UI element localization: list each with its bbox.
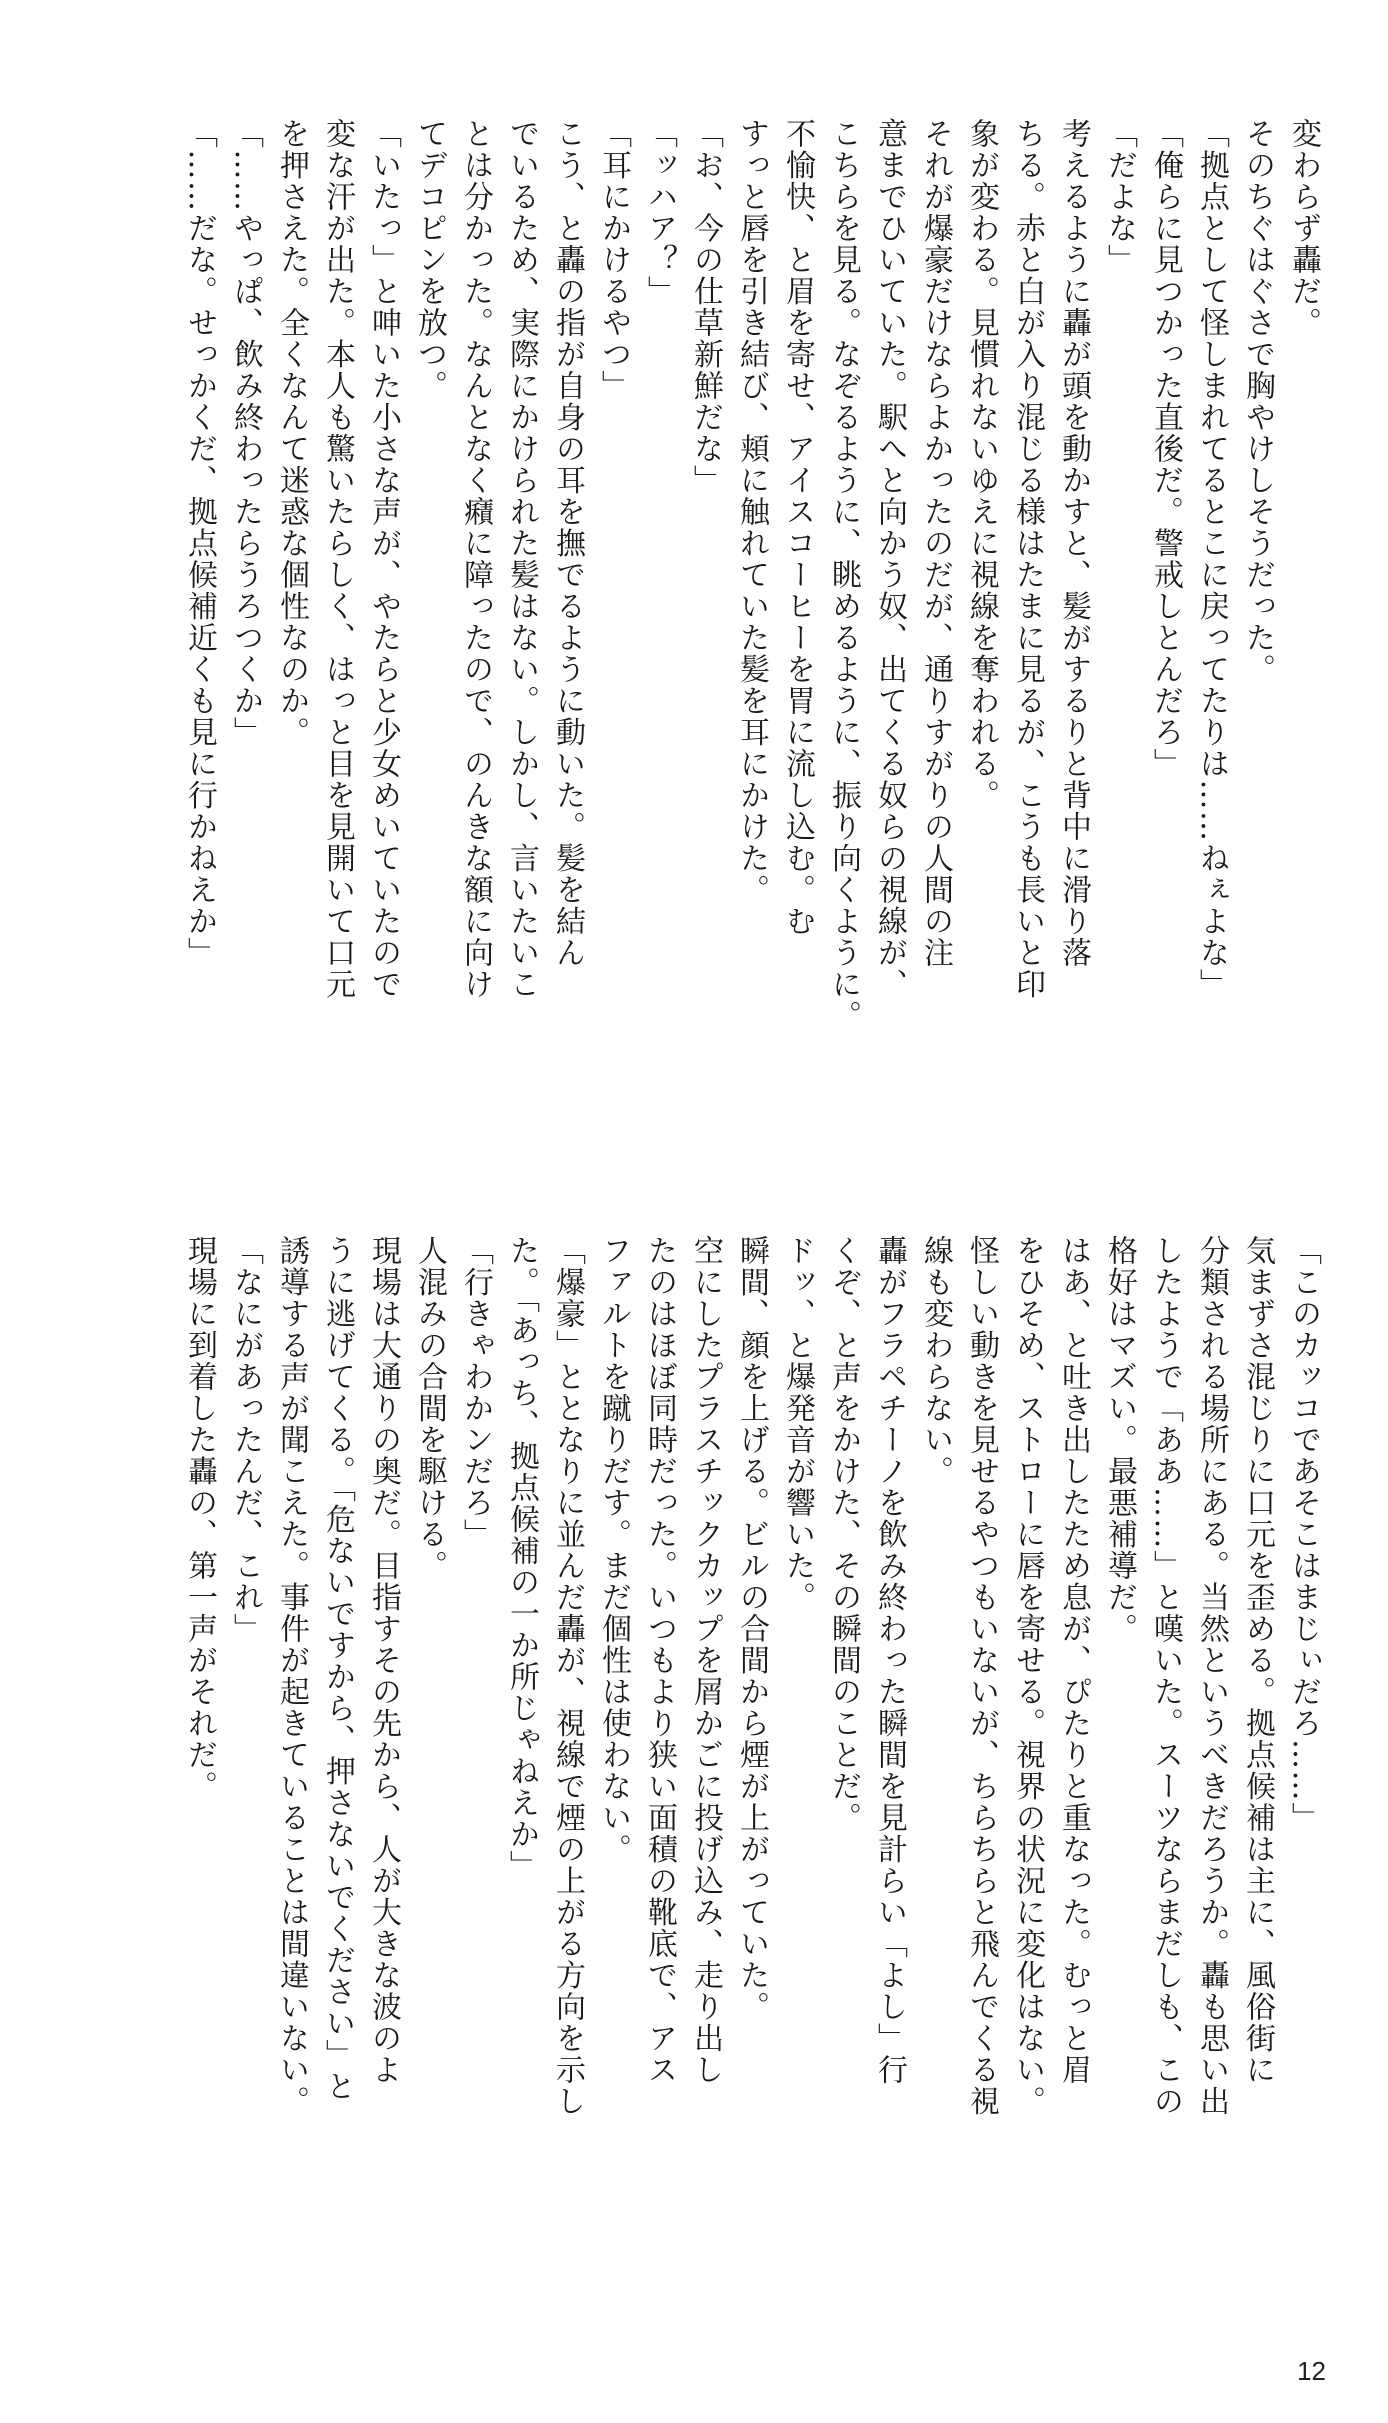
text-line: 「いたっ」と呻いた小さな声が、やたらと少女めいていたので — [366, 118, 401, 1000]
text-line: 現場は大通りの奥だ。目指すその先から、人が大きな波のよ — [366, 1235, 401, 2086]
text-line: 変な汗が出た。本人も驚いたらしく、はっと目を見開いて口元 — [320, 118, 355, 1000]
text-line: 空にしたプラスチックカップを屑かごに投げ込み、走り出し — [688, 1235, 723, 2086]
text-line: 誘導する声が聞こえた。事件が起きていることは間違いない。 — [274, 1235, 309, 2117]
text-line: したようで「ああ……」と嘆いた。スーツならまだしも、この — [1148, 1235, 1183, 2117]
page-number: 12 — [1297, 2356, 1326, 2386]
text-line: 人混みの合間を駆ける。 — [412, 1235, 447, 1582]
text-line: 不愉快、と眉を寄せ、アイスコーヒーを胃に流し込む。む — [780, 118, 815, 937]
text-line: 「だよな」 — [1102, 118, 1137, 276]
text-line: ドッ、と爆発音が響いた。 — [780, 1235, 815, 1613]
text-line: 「行きゃわかンだろ」 — [458, 1235, 493, 1550]
text-line: 怪しい動きを見せるやつもいないが、ちらちらと飛んでくる視 — [964, 1235, 999, 2117]
text-line: 「俺らに見つかった直後だ。警戒しとんだろ」 — [1148, 118, 1183, 780]
text-line: ファルトを蹴りだす。まだ個性は使わない。 — [596, 1235, 631, 1865]
text-line: 分類される場所にある。当然というべきだろうか。轟も思い出 — [1194, 1235, 1229, 2117]
text-line: 「なにがあったんだ、これ」 — [228, 1235, 263, 1645]
upper-text-block — [182, 118, 1326, 1128]
text-line: 「ッハア？」 — [642, 118, 677, 307]
text-line: 「拠点として怪しまれてるとこに戻ってたりは……ねぇよな」 — [1194, 118, 1229, 1000]
text-line: とは分かった。なんとなく癪に障ったので、のんきな額に向け — [458, 118, 493, 1000]
text-line: 「このカッコであそこはまじぃだろ……」 — [1286, 1235, 1321, 1834]
text-line: たのはほぼ同時だった。いつもより狭い面積の靴底で、アス — [642, 1235, 677, 2086]
text-line: を押さえた。全くなんて迷惑な個性なのか。 — [274, 118, 309, 748]
text-line: 現場に到着した轟の、第一声がそれだ。 — [182, 1235, 217, 1802]
text-line: 変わらず轟だ。 — [1286, 118, 1321, 339]
text-line: 「爆豪」ととなりに並んだ轟が、視線で煙の上がる方向を示し — [550, 1235, 585, 2117]
text-line: 轟がフラペチーノを飲み終わった瞬間を見計らい「よし」行 — [872, 1235, 907, 2086]
text-line: それが爆豪だけならよかったのだが、通りすがりの人間の注 — [918, 118, 953, 969]
text-line: そのちぐはぐさで胸やけしそうだった。 — [1240, 118, 1275, 685]
text-line: 気まずさ混じりに口元を歪める。拠点候補は主に、風俗街に — [1240, 1235, 1275, 2086]
text-line: てデコピンを放つ。 — [412, 118, 447, 402]
text-line: でいるため、実際にかけられた髪はない。しかし、言いたいこ — [504, 118, 539, 1000]
text-line: くぞ、と声をかけた、その瞬間のことだ。 — [826, 1235, 861, 1834]
text-line: 線も変わらない。 — [918, 1235, 953, 1487]
lower-text-block — [182, 1235, 1326, 2245]
text-line: 「耳にかけるやつ」 — [596, 118, 631, 402]
text-line: 「……だな。せっかくだ、拠点候補近くも見に行かねえか」 — [182, 118, 217, 969]
text-line: 考えるように轟が頭を動かすと、髪がするりと背中に滑り落 — [1056, 118, 1091, 969]
text-line: ちる。赤と白が入り混じる様はたまに見るが、こうも長いと印 — [1010, 118, 1045, 1000]
text-line: 「お、今の仕草新鮮だな」 — [688, 118, 723, 496]
text-line: はあ、と吐き出したため息が、ぴたりと重なった。むっと眉 — [1056, 1235, 1091, 2086]
text-line: 格好はマズい。最悪補導だ。 — [1102, 1235, 1137, 1645]
text-line: うに逃げてくる。「危ないですから、押さないでください」と — [320, 1235, 355, 2102]
text-line: た。「あっち、拠点候補の一か所じゃねえか」 — [504, 1235, 539, 1882]
text-line: 「……やっぱ、飲み終わったらうろつくか」 — [228, 118, 263, 748]
text-line: 意までひいていた。駅へと向かう奴、出てくる奴らの視線が、 — [872, 118, 907, 1000]
text-line: すっと唇を引き結び、頬に触れていた髪を耳にかけた。 — [734, 118, 769, 906]
text-line: をひそめ、ストローに唇を寄せる。視界の状況に変化はない。 — [1010, 1235, 1045, 2117]
text-line: こう、と轟の指が自身の耳を撫でるように動いた。髪を結ん — [550, 118, 585, 969]
text-line: こちらを見る。なぞるように、眺めるように、振り向くように。 — [826, 118, 861, 1032]
text-line: 瞬間、顔を上げる。ビルの合間から煙が上がっていた。 — [734, 1235, 769, 2023]
text-line: 象が変わる。見慣れないゆえに視線を奪われる。 — [964, 118, 999, 811]
